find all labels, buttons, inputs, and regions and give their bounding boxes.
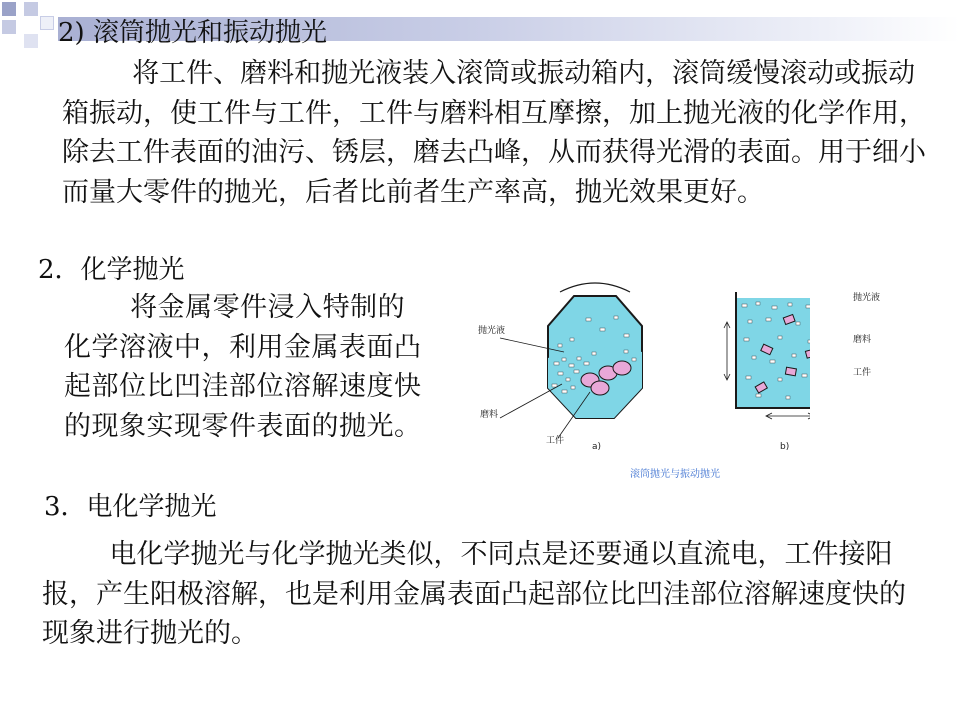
section-heading-tumbling-vibration: 2) 滚筒抛光和振动抛光 <box>58 18 327 48</box>
section-heading-electrochemical-polishing: 3．电化学抛光 <box>44 492 217 522</box>
corner-square-decoration <box>24 2 38 16</box>
vibration-box <box>724 292 810 419</box>
polishing-figure <box>470 282 881 482</box>
corner-square-decoration <box>2 20 16 34</box>
paragraph-electrochemical-polishing: 电化学抛光与化学抛光类似，不同点是还要通以直流电，工件接阳报，产生阳极溶解，也是利用金属表面凸起部位比凹洼部位溶解速度快的现象进行抛光的。 <box>42 539 906 649</box>
corner-square-decoration <box>24 34 38 48</box>
tumbling-drum <box>500 283 642 438</box>
label-workpiece-right: 工件 <box>853 368 872 378</box>
label-polishing-liquid-right: 抛光液 <box>853 293 881 303</box>
label-abrasive-left: 磨料 <box>480 410 499 420</box>
paragraph-tumbling-vibration: 将工件、磨料和抛光液装入滚筒或振动箱内，滚筒缓慢滚动或振动箱振动，使工件与工件，工件与磨料相互摩擦，加上抛光液的化学作用，除去工件表面的油污、锈层，磨去凸峰，从而获得光滑的表面。用于细小而量大零件的抛光，后者比前者生产率高，抛光效果更好。 <box>62 58 926 208</box>
corner-square-decoration <box>2 2 16 16</box>
label-polishing-liquid-left: 抛光液 <box>478 326 506 336</box>
label-workpiece-left: 工件 <box>546 436 565 446</box>
corner-square-decoration <box>40 16 54 30</box>
paragraph-chemical-polishing: 将金属零件浸入特制的化学溶液中，利用金属表面凸起部位比凹洼部位溶解速度快的现象实现零件表面的抛光。 <box>64 292 422 442</box>
label-abrasive-right: 磨料 <box>853 335 872 345</box>
sublabel-b: b) <box>780 442 790 452</box>
polishing-diagram <box>470 282 810 482</box>
sublabel-a: a) <box>592 442 602 452</box>
section-heading-chemical-polishing: 2．化学抛光 <box>38 255 185 285</box>
figure-caption: 滚筒抛光与振动抛光 <box>630 469 720 480</box>
